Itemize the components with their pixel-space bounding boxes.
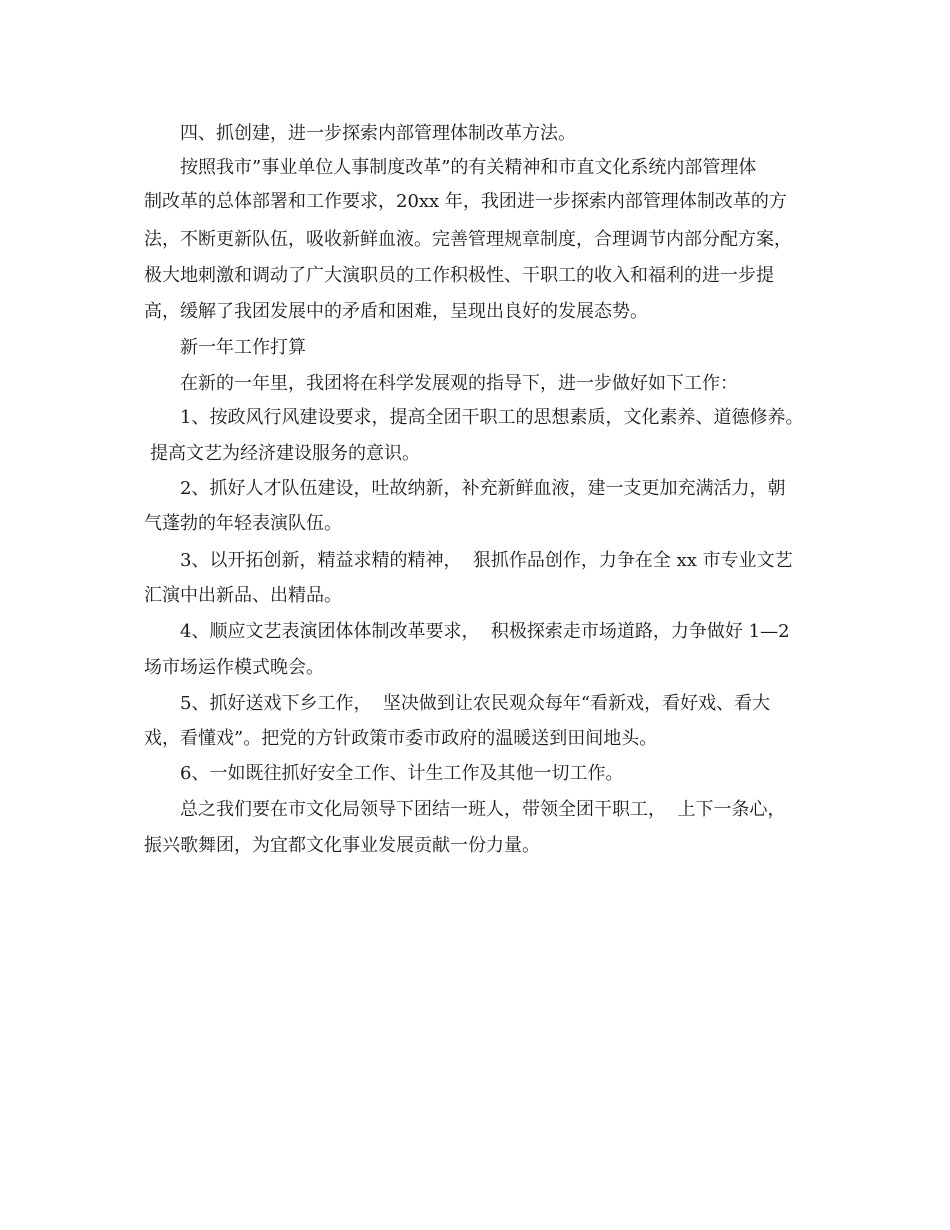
list-item-continuation: 汇演中出新品、出精品。 [144, 585, 342, 606]
paragraph-line: 按照我市”事业单位人事制度改革”的有关精神和市直文化系统内部管理体 [180, 157, 757, 178]
list-item-continuation: 气蓬勃的年轻表演队伍。 [144, 513, 342, 534]
list-item: 3、以开拓创新，精益求精的精神， 狠抓作品创作，力争在全 xx 市专业文艺 [180, 550, 793, 571]
list-item: 1、按政风行风建设要求，提高全团干职工的思想素质，文化素养、道德修养。 [180, 407, 804, 428]
list-item-continuation: 场市场运作模式晚会。 [144, 657, 324, 678]
list-item-continuation: 提高文艺为经济建设服务的意识。 [150, 443, 420, 464]
paragraph-line: 在新的一年里，我团将在科学发展观的指导下，进一步做好如下工作： [180, 373, 738, 394]
paragraph-line: 高，缓解了我团发展中的矛盾和困难，呈现出良好的发展态势。 [144, 301, 648, 322]
list-item: 4、顺应文艺表演团体体制改革要求， 积极探索走市场道路，力争做好 1—2 [180, 621, 790, 642]
paragraph-line: 法，不断更新队伍，吸收新鲜血液。完善管理规章制度，合理调节内部分配方案， [144, 229, 792, 250]
section-heading: 四、抓创建，进一步探索内部管理体制改革方法。 [180, 123, 576, 144]
paragraph-line: 极大地刺激和调动了广大演职员的工作积极性、干职工的收入和福利的进一步提 [144, 265, 774, 286]
list-item: 2、抓好人才队伍建设，吐故纳新，补充新鲜血液，建一支更加充满活力，朝 [180, 478, 786, 499]
section-heading: 新一年工作打算 [180, 337, 306, 358]
list-item: 6、一如既往抓好安全工作、计生工作及其他一切工作。 [180, 763, 624, 784]
paragraph-line: 总之我们要在市文化局领导下团结一班人，带领全团干职工， 上下一条心， [180, 799, 786, 820]
list-item-continuation: 戏，看懂戏”。把党的方针政策市委市政府的温暖送到田间地头。 [144, 728, 658, 749]
list-item: 5、抓好送戏下乡工作， 坚决做到让农民观众每年“看新戏，看好戏、看大 [180, 693, 771, 714]
paragraph-line: 制改革的总体部署和工作要求，20xx 年，我团进一步探索内部管理体制改革的方 [144, 191, 787, 212]
paragraph-line: 振兴歌舞团，为宜都文化事业发展贡献一份力量。 [144, 835, 540, 856]
